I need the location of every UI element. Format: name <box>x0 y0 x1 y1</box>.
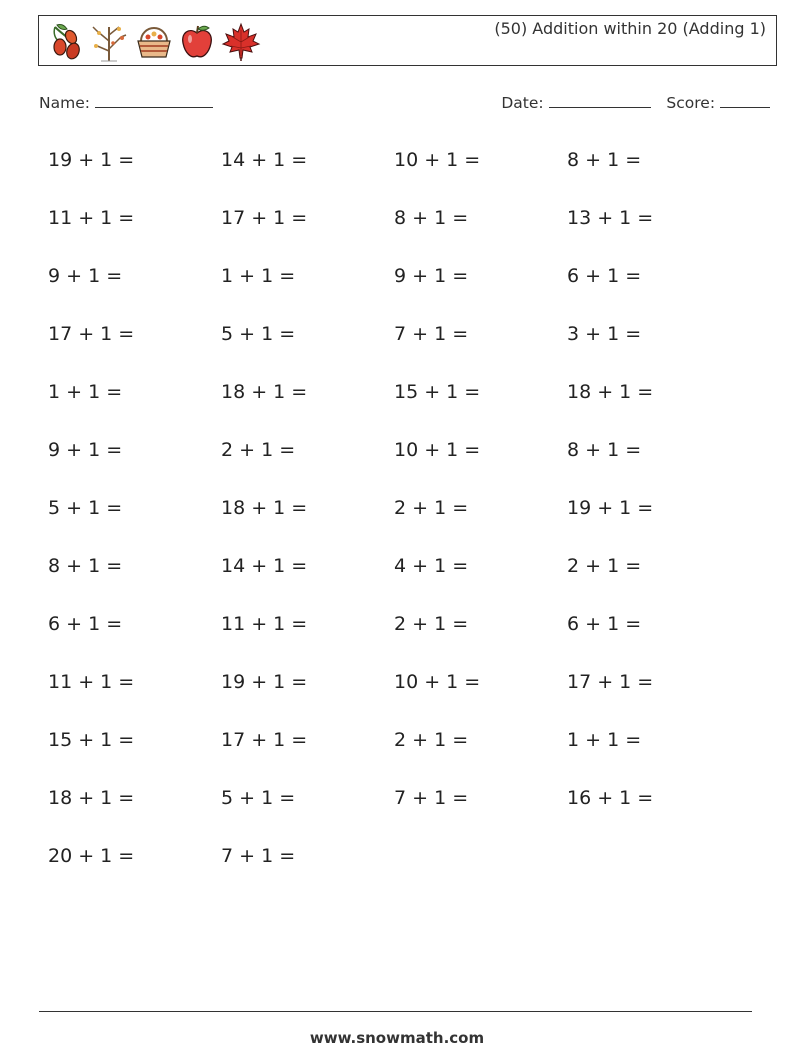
problem-item: 5 + 1 = <box>48 497 123 519</box>
problem-item: 7 + 1 = <box>394 323 469 345</box>
problem-item: 17 + 1 = <box>48 323 135 345</box>
score-blank[interactable] <box>720 93 770 108</box>
problem-item: 10 + 1 = <box>394 439 481 461</box>
apple-icon <box>179 23 215 61</box>
problem-item: 1 + 1 = <box>221 265 296 287</box>
problem-item: 18 + 1 = <box>48 787 135 809</box>
problem-item: 2 + 1 = <box>567 555 642 577</box>
problem-item: 18 + 1 = <box>221 381 308 403</box>
problem-item: 2 + 1 = <box>394 497 469 519</box>
problem-item: 19 + 1 = <box>48 149 135 171</box>
name-blank[interactable] <box>95 93 213 108</box>
problem-item: 14 + 1 = <box>221 149 308 171</box>
problem-item: 9 + 1 = <box>394 265 469 287</box>
problem-item: 1 + 1 = <box>48 381 123 403</box>
problem-item: 13 + 1 = <box>567 207 654 229</box>
problem-item: 11 + 1 = <box>48 671 135 693</box>
problem-item: 9 + 1 = <box>48 265 123 287</box>
problem-item: 8 + 1 = <box>48 555 123 577</box>
problem-item: 4 + 1 = <box>394 555 469 577</box>
footer-divider <box>39 1011 752 1012</box>
maple-leaf-icon <box>221 22 261 62</box>
name-field[interactable] <box>39 93 213 112</box>
branch-icon <box>89 21 129 63</box>
problem-item: 6 + 1 = <box>48 613 123 635</box>
problem-item: 19 + 1 = <box>221 671 308 693</box>
problem-item: 7 + 1 = <box>394 787 469 809</box>
problem-item: 2 + 1 = <box>394 729 469 751</box>
problem-item: 10 + 1 = <box>394 671 481 693</box>
problem-item: 15 + 1 = <box>394 381 481 403</box>
rosehip-icon <box>49 23 83 61</box>
problem-item: 6 + 1 = <box>567 265 642 287</box>
header-icons <box>49 21 261 63</box>
problem-item: 1 + 1 = <box>567 729 642 751</box>
problem-item: 8 + 1 = <box>394 207 469 229</box>
problem-item: 17 + 1 = <box>221 207 308 229</box>
worksheet-header <box>38 15 777 66</box>
date-label: Date: <box>501 94 544 112</box>
score-label: Score: <box>666 94 716 112</box>
problem-item: 20 + 1 = <box>48 845 135 867</box>
date-blank[interactable] <box>549 93 651 108</box>
problem-item: 14 + 1 = <box>221 555 308 577</box>
basket-icon <box>135 23 173 61</box>
problem-item: 7 + 1 = <box>221 845 296 867</box>
worksheet-title: (50) Addition within 20 (Adding 1) <box>494 19 766 38</box>
problem-item: 6 + 1 = <box>567 613 642 635</box>
date-score-fields <box>501 93 770 112</box>
problem-item: 5 + 1 = <box>221 787 296 809</box>
problem-item: 11 + 1 = <box>221 613 308 635</box>
problem-item: 11 + 1 = <box>48 207 135 229</box>
problem-item: 8 + 1 = <box>567 439 642 461</box>
problem-item: 10 + 1 = <box>394 149 481 171</box>
problem-item: 5 + 1 = <box>221 323 296 345</box>
problem-item: 15 + 1 = <box>48 729 135 751</box>
problem-item: 17 + 1 = <box>221 729 308 751</box>
problem-item: 18 + 1 = <box>567 381 654 403</box>
problem-item: 9 + 1 = <box>48 439 123 461</box>
problem-item: 2 + 1 = <box>221 439 296 461</box>
footer-url: www.snowmath.com <box>309 1029 485 1047</box>
problem-item: 16 + 1 = <box>567 787 654 809</box>
problem-item: 19 + 1 = <box>567 497 654 519</box>
student-info-row <box>39 93 770 115</box>
problem-item: 3 + 1 = <box>567 323 642 345</box>
name-label: Name: <box>39 94 90 112</box>
problem-item: 18 + 1 = <box>221 497 308 519</box>
problem-item: 2 + 1 = <box>394 613 469 635</box>
problem-item: 17 + 1 = <box>567 671 654 693</box>
problem-item: 8 + 1 = <box>567 149 642 171</box>
